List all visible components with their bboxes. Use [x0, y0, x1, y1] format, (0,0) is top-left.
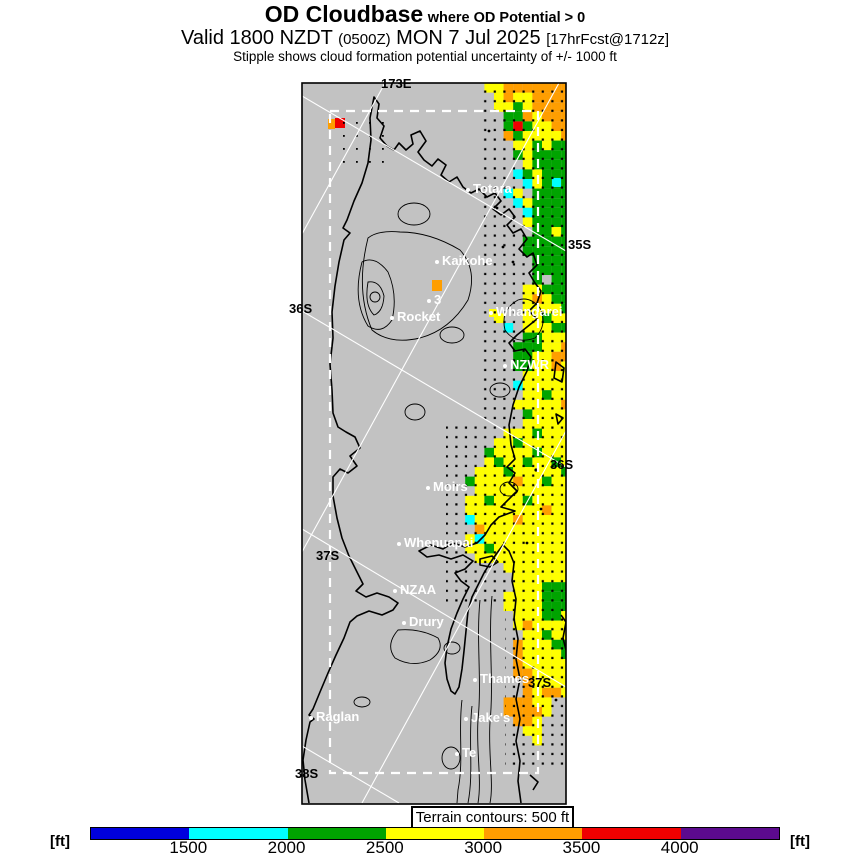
- valid-zulu: (0500Z): [338, 31, 391, 49]
- colorbar-tick-3000: 3000: [464, 838, 503, 857]
- site-dot-icon: [426, 486, 430, 490]
- valid-prefix: Valid 1800 NZDT: [180, 27, 339, 50]
- colorbar-tick-2500: 2500: [365, 838, 404, 857]
- axis-label-173e: 173E: [381, 76, 412, 91]
- colorbar-tick-2000: 2000: [267, 838, 306, 857]
- site-label: Kaikohe: [442, 253, 493, 268]
- site-dot-icon: [390, 316, 394, 320]
- site-label: Whangarei: [496, 304, 563, 319]
- colorbar-unit-right: [ft]: [790, 833, 810, 850]
- site-label: NZAA: [400, 582, 437, 597]
- axis-label-36s: 36S: [550, 457, 574, 472]
- site-label: Raglan: [316, 709, 360, 724]
- site-dot-icon: [466, 188, 470, 192]
- site-dot-icon: [473, 678, 477, 682]
- stipple-note: Stipple shows cloud formation potential uncertainty of +/- 1000 ft: [233, 49, 617, 65]
- colorbar-unit-left: [ft]: [50, 833, 70, 850]
- site-dot-icon: [489, 311, 493, 315]
- page-title-suffix: where OD Potential > 0: [427, 10, 586, 26]
- axis-label-36s: 36S: [289, 301, 313, 316]
- site-label: Totara: [473, 181, 512, 196]
- site-dot-icon: [397, 542, 401, 546]
- axis-label-38s: 38S: [295, 766, 319, 781]
- page-title: OD Cloudbase: [264, 1, 424, 27]
- axis-label-37s: 37S: [316, 548, 340, 563]
- valid-date: MON 7 Jul 2025: [390, 27, 547, 50]
- site-label: Te: [462, 745, 477, 760]
- site-dot-icon: [427, 299, 431, 303]
- site-dot-icon: [435, 260, 439, 264]
- site-dot-icon: [309, 716, 313, 720]
- site-label: Rocket: [397, 309, 441, 324]
- valid-fcst: [17hrFcst@1712z]: [546, 31, 670, 49]
- colorbar-tick-1500: 1500: [169, 838, 208, 857]
- site-label: Whenuapai: [404, 535, 474, 550]
- site-label: Thames: [480, 671, 530, 686]
- axis-label-35s: 35S: [568, 237, 592, 252]
- cloudbase-cell: [432, 280, 442, 291]
- colorbar-tick-3500: 3500: [562, 838, 601, 857]
- terrain-contours-note: Terrain contours: 500 ft: [411, 806, 574, 830]
- site-dot-icon: [464, 717, 468, 721]
- site-label: Jake's: [471, 710, 511, 725]
- site-dot-icon: [393, 589, 397, 593]
- colorbar-tick-4000: 4000: [660, 838, 699, 857]
- site-label: 3: [434, 292, 442, 307]
- site-label: Moirs: [433, 479, 468, 494]
- axis-label-37s: 37S: [528, 675, 552, 690]
- site-label: Drury: [409, 614, 444, 629]
- site-dot-icon: [455, 752, 459, 756]
- site-dot-icon: [402, 621, 406, 625]
- site-dot-icon: [503, 364, 507, 368]
- site-label: NZWR: [510, 357, 549, 372]
